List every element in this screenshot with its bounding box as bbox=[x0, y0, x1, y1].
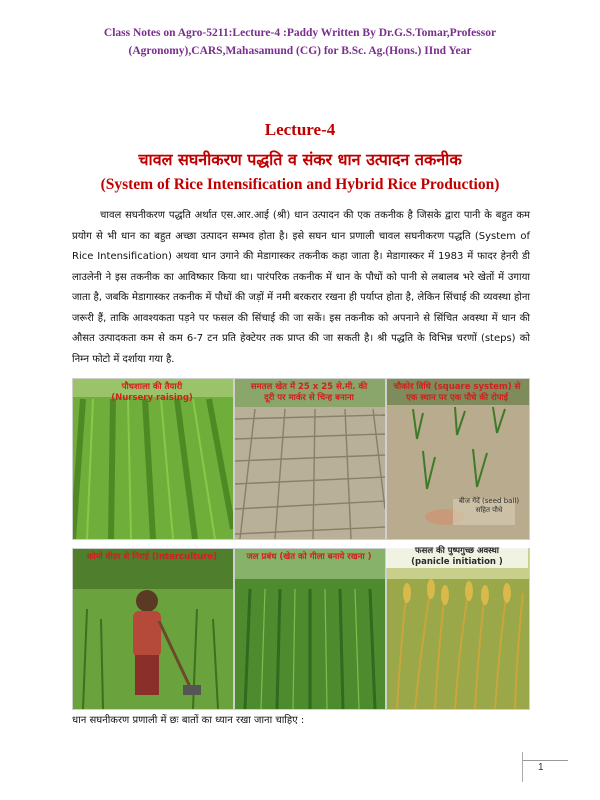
nursery-caption: पौधशाला की तैयारी (Nursery raising) bbox=[111, 382, 193, 403]
footer-divider bbox=[522, 760, 568, 761]
interculture-caption: कोनो वीडर से निराई (Interculture) bbox=[86, 552, 218, 562]
square-system-caption: चौकोर विधि (square system) से एक स्थान पर एक पौधे की रोपाई bbox=[393, 382, 521, 403]
water-management-photo bbox=[234, 548, 386, 710]
seed-ball-label: बीज गेंदें (seed ball) सहित पौधे bbox=[458, 497, 520, 514]
header-line-2: (Agronomy),CARS,Mahasamund (CG) for B.Sc. Ag.(Hons.) IInd Year bbox=[128, 45, 472, 57]
water-management-caption: जल प्रबंध (खेत को गीला बनाये रखना ) bbox=[246, 552, 372, 562]
marker-caption: समतल खेत में 25 x 25 से.मी. की दूरी पर मार्कर से चिन्ह बनाना bbox=[250, 382, 368, 403]
panicle-initiation-photo bbox=[386, 548, 530, 710]
intro-paragraph: चावल सघनीकरण पद्धति अर्थात एस.आर.आई (श्री) धान उत्पादन की एक तकनीक है जिसके द्वारा पानी के बहुत कम प्रयोग से भी धान का बहुत अच्छा उत्पादन सम्भव होता है। इसे सघन धान प्रणाली चावल सघनीकरण पद्धति (System of Rice Intensification) अथवा धान उगाने की मेडागास्कर तकनीक कहा जाता है। मेडागास्कर में 1983 में फादर हेनरी डी लाउलेनी ने इस तकनीक का आविष्कार किया था। पारंपरिक तकनीक में धान के पौधों को पानी से लबालब भरे खेतों में उगाया जाता है, जबकि मेडागास्कर तकनीक में पौधों की जड़ों में नमी बरकरार रखना ही पर्याप्त होता है, लेकिन सिंचाई की व्यवस्था होना जरूरी हैं, ताकि आवश्यकता पड़ने पर फसल की सिंचाई की जा सकें। इस तकनीक को अपनाने से सिंचित अवस्था में धान की औसत उत्पादकता कम से कम 6-7 टन प्रति हेक्टेयर तक प्राप्त की जा सकती है। श्री पद्धति के विभिन्न चरणों (steps) को निम्न फोटो में दर्शाया गया है. bbox=[72, 210, 530, 365]
header-line-1: Class Notes on Agro-5211:Lecture-4 :Paddy Written By Dr.G.S.Tomar,Professor bbox=[103, 27, 497, 39]
points-intro-line: धान सघनीकरण प्रणाली में छः बातों का ध्यान रखा जाना चाहिए : bbox=[72, 715, 305, 726]
panicle-caption: फसल की पुष्पगुच्छ अवस्था (panicle initiation ) bbox=[386, 546, 528, 568]
lecture-title: Lecture-4 bbox=[264, 120, 336, 139]
sri-steps-photo-grid bbox=[72, 378, 528, 708]
english-title: (System of Rice Intensification and Hybrid Rice Production) bbox=[100, 176, 500, 193]
document-header bbox=[40, 24, 560, 60]
page-number: 1 bbox=[538, 762, 544, 773]
footer-divider-vertical bbox=[522, 752, 523, 782]
conoweeder-photo bbox=[72, 548, 234, 710]
hindi-title: चावल सघनीकरण पद्धति व संकर धान उत्पादन तकनीक bbox=[138, 150, 462, 169]
